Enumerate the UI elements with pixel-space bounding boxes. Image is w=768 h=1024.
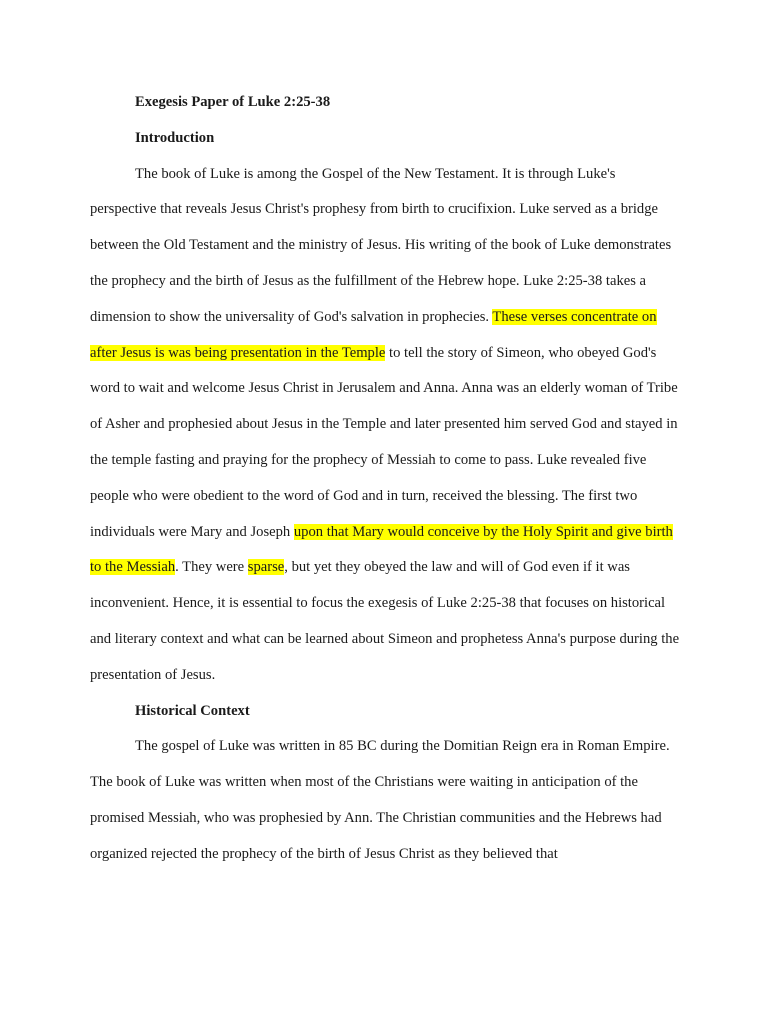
highlighted-text: sparse	[247, 559, 285, 576]
text-segment: The book of Luke is among the Gospel of the New Testament. It is through Luke's perspective that reveals Jesus Christ's prophesy from birth to crucifixion. Luke served as a bridge between the Old Testament and the ministry of Jesus. His writing of the book of Luke demonstrates the prophecy and the birth of Jesus as the fulfillment of the Hebrew hope. Luke 2:25-38 takes a dimension to show the universality of God's salvation in prophecies.	[90, 165, 672, 325]
text-segment: , but yet they obeyed the law and will of God even if it was inconvenient. Hence, it is essential to focus the exegesis of Luke 2:25-38 that focuses on historical and literary context and what can be learned about Simeon and prophetess Anna's purpose during the presentation of Jesus.	[90, 559, 680, 683]
historical-context-paragraph	[90, 729, 680, 872]
highlighted-text: These verses concentrate on after Jesus is was being presentation in the Temple	[90, 308, 657, 361]
document-title: Exegesis Paper of Luke 2:25-38	[135, 94, 331, 110]
document-page	[90, 85, 680, 873]
highlighted-text: upon that Mary would conceive by the Holy Spirit and give birth to the Messiah	[90, 523, 673, 576]
section-heading-historical-context: Historical Context	[135, 702, 250, 719]
text-segment: The gospel of Luke was written in 85 BC during the Domitian Reign era in Roman Empire. The book of Luke was written when most of the Christians were waiting in anticipation of the promised Messiah, who was prophesied by Ann. The Christian communities and the Hebrews had organized rejected the prophecy of the birth of Jesus Christ as they believed that	[90, 738, 670, 862]
introduction-paragraph	[90, 157, 680, 694]
text-segment: to tell the story of Simeon, who obeyed God's word to wait and welcome Jesus Christ in Jerusalem and Anna. Anna was an elderly woman of Tribe of Asher and prophesied about Jesus in the Temple and later presented him served God and stayed in the temple fasting and praying for the prophecy of Messiah to come to pass. Luke revealed five people who were obedient to the word of God and in turn, received the blessing. The first two individuals were Mary and Joseph	[90, 344, 678, 540]
text-segment: . They were	[175, 559, 248, 576]
section-heading-introduction: Introduction	[135, 129, 215, 146]
